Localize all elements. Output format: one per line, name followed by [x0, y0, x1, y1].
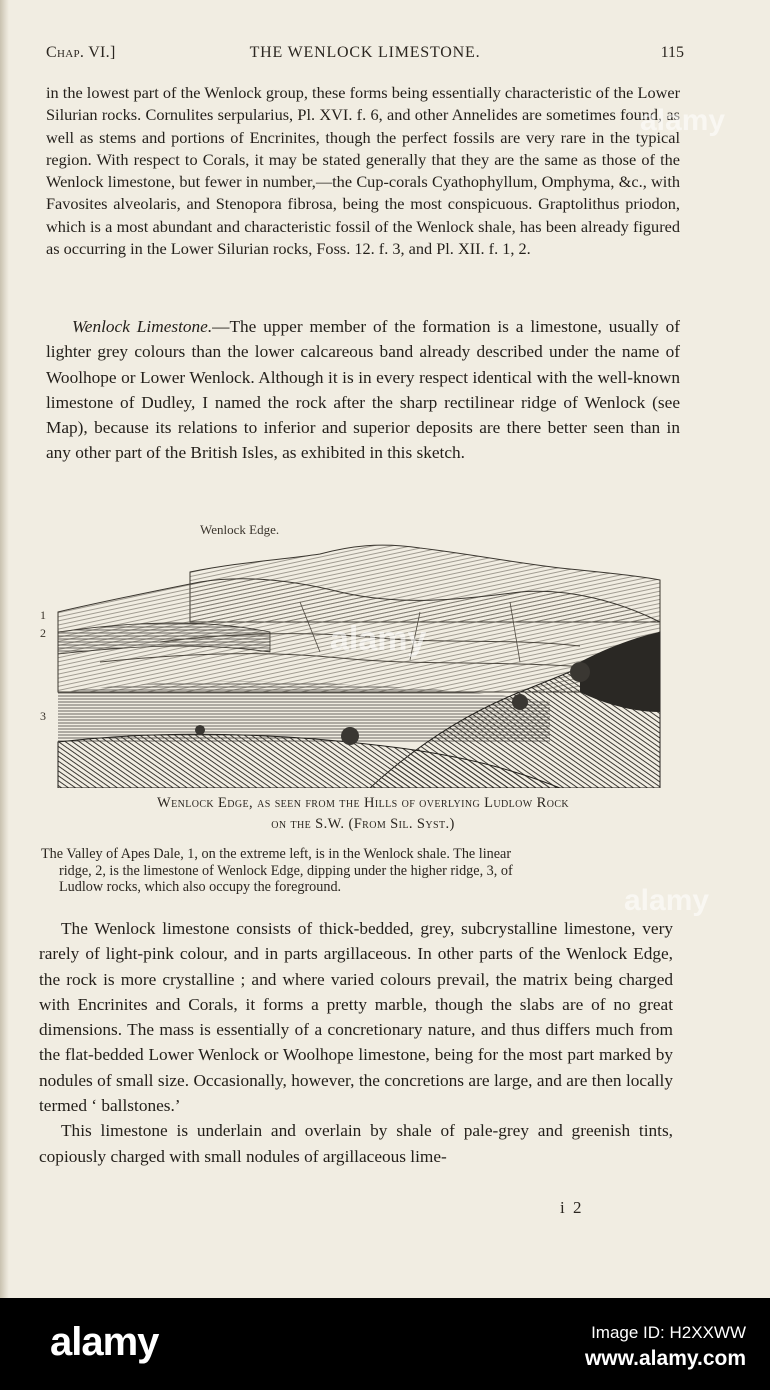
paragraph-text: The Wenlock limestone consists of thick-bedded, grey, subcrystalline limestone, very rarely of light-pink colour, and in parts argillaceous. In other parts of the Wenlock Edge, the rock is more crystalline ; and where varied colours prevail, the matrix being charged with Encrinites and Corals, it forms a pretty marble, though the slabs are of no great dimensions. The mass is essentially of a concretionary nature, and thus differs much from the flat-bedded Lower Wenlock or Woolhope limestone, being for the most part marked by nodules of small size. Occasionally, however, the concretions are large, and are then locally termed ‘ ballstones.’ [39, 919, 673, 1116]
paragraph-composition [39, 916, 673, 1169]
note-line-2: ridge, 2, is the limestone of Wenlock Edge, dipping under the higher ridge, 3, of [59, 862, 513, 879]
note-line-3: Ludlow rocks, which also occupy the foreground. [59, 879, 342, 895]
figure-caption [46, 793, 680, 835]
wenlock-edge-engraving [40, 542, 664, 788]
section-text: —The upper member of the formation is a limestone, usually of lighter grey colours than the lower calcareous band already described under the name of Woolhope or Lower Wenlock. Although it is in every respect identical with the well-known limestone of Dudley, I named the rock after the sharp rectilinear ridge of Wenlock (see Map), because its relations to inferior and superior deposits are there better seen than in any other part of the British Isles, as exhibited in this sketch. [46, 317, 680, 463]
watermark-mid-right: alamy [624, 884, 710, 917]
running-header [46, 44, 684, 68]
chapter-label: Chap. VI.] [46, 44, 116, 61]
paragraph-text [46, 314, 680, 466]
paragraph-fossils [46, 82, 680, 260]
figure-note [41, 846, 674, 896]
page-number: 115 [660, 44, 684, 61]
paragraph-text-continued: This limestone is underlain and overlain by shale of pale-grey and greenish tints, copiously charged with small nodules of argillaceous lime- [39, 1121, 673, 1166]
figure-label-3: 3 [40, 709, 46, 723]
image-id: Image ID: H2XXWW [591, 1323, 746, 1342]
paragraph-text: in the lowest part of the Wenlock group, these forms being essentially characteristic of the Lower Silurian rocks. Cornulites serpularius, Pl. XVI. f. 6, and other Annelides are sometimes found, as well as stems and portions of Encrinites, though the perfect fossils are very rare in the typical region. With respect to Corals, it may be stated generally that they are the same as those of the Wenlock limestone, but fewer in number,—the Cup-corals Cyathophyllum, Omphyma, &c., with Favosites alveolaris, and Stenopora fibrosa, being the most conspicuous. Graptolithus priodon, which is a most abundant and characteristic fossil of the Wenlock shale, has been already figured as occurring in the Lower Silurian rocks, Foss. 12. f. 3, and Pl. XII. f. 1, 2. [46, 83, 680, 259]
figure-title: Wenlock Edge. [200, 522, 280, 537]
figure-label-1: 1 [40, 608, 46, 622]
alamy-logo: alamy [50, 1320, 159, 1364]
paragraph-wenlock-limestone [46, 314, 680, 466]
watermark-center: alamy [330, 620, 427, 658]
page-spine-shadow [0, 0, 9, 1298]
image-info [585, 1320, 746, 1372]
caption-line-2: on the S.W. (From Sil. Syst.) [271, 816, 455, 832]
note-line-1: The Valley of Apes Dale, 1, on the extreme left, is in the Wenlock shale. The linear [41, 846, 512, 862]
section-lead: Wenlock Limestone. [72, 317, 213, 336]
caption-line-1: Wenlock Edge, as seen from the Hills of overlying Ludlow Rock [156, 795, 570, 811]
figure-label-2: 2 [40, 626, 46, 640]
watermark-top-right: alamy [640, 104, 726, 137]
running-title: THE WENLOCK LIMESTONE. [249, 44, 481, 61]
site-url: www.alamy.com [584, 1347, 746, 1370]
signature-mark: i 2 [560, 1198, 584, 1217]
